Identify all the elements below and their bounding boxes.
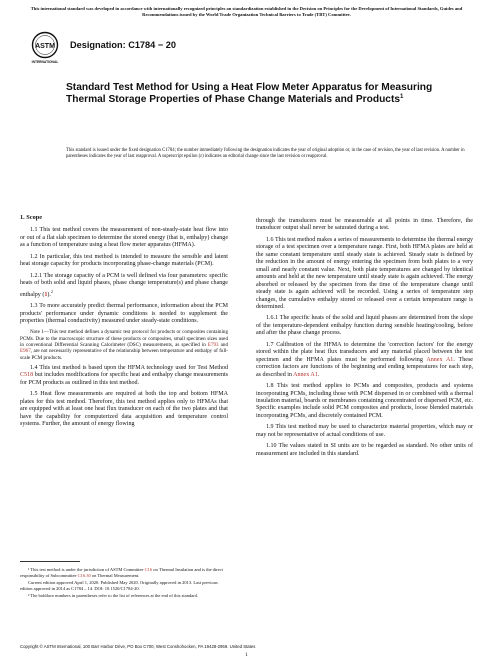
- paragraph-1-4-text-b: but includes modifications for specific heat and enthalpy change measurements for PCM products as outlined in this test method.: [20, 372, 228, 386]
- paragraph-1-4-text-a: 1.4 This test method is based upon the HFMA technology used for Test Method: [30, 364, 228, 371]
- footnote-1-edition: Current edition approved April 1, 2020. Published May 2020. Originally approved in 2013. Last previous edition approved in 2014 as C1784 – 14. DOI: 10.1520/C1784-20.: [20, 580, 218, 591]
- section-heading-scope: 1. Scope: [20, 214, 43, 221]
- paragraph-1-10: 1.10 The values stated in SI units are to be regarded as standard. No other units of measurement are included in this standard.: [256, 443, 473, 457]
- standards-notice: This international standard was developed in accordance with internationally recognized principles on standardization established in the Decision on Principles for the Development of International Standards, Guides and Recommendations issued by the World Trade Organization Technical Barriers to Trade (TBT) Committee.: [30, 6, 463, 17]
- reference-link-c16-30[interactable]: C16.30: [77, 572, 91, 578]
- footnote-1-text-b: on Thermal Insulation and is the direct responsibility of Subcommittee: [20, 567, 223, 578]
- astm-logo: [30, 31, 60, 65]
- footnote-1-text-a: ¹ This test method is under the jurisdiction of ASTM Committee: [28, 567, 145, 572]
- page-number: 1: [245, 652, 248, 658]
- paragraph-1-3: 1.3 To more accurately predict thermal performance, information about the PCM products' performance under dynamic conditions is needed to supplement the properties (thermal conductivity) measured under steady-state conditions.: [20, 303, 228, 324]
- title-text: Standard Test Method for Using a Heat Flow Meter Apparatus for Measuring Thermal Storage Properties of Phase Change Materials and Products: [66, 82, 433, 106]
- paragraph-1-7-text-c: .: [317, 371, 320, 378]
- paragraph-1-7: [256, 342, 473, 379]
- footnote-2: ² The boldface numbers in parentheses refer to the list of references at the end of this standard.: [28, 593, 198, 599]
- reference-link-annex-a1-2[interactable]: Annex A1: [293, 371, 318, 378]
- reference-link-e967[interactable]: E967: [20, 348, 31, 355]
- paragraph-1-1: 1.1 This test method covers the measurement of non-steady-state heat flow into or out of a flat slab specimen to determine the stored energy (that is, enthalpy) change as a function of temperature using a heat flow meter apparatus (HFMA).: [20, 227, 228, 249]
- paragraph-1-2: 1.2 In particular, this test method is intended to measure the sensible and latent heat storage capacity for products incorporating phase-change materials (PCM).: [20, 253, 228, 268]
- paragraph-1-4: [20, 365, 228, 387]
- paragraph-1-5: 1.5 Heat flow measurements are required at both the top and bottom HFMA plates for this test method. Therefore, this test method applies only to HFMAs that are equipped with at least one heat flux transducer on each of the two plates and that have the capability for computerized data acquisition and temperature control systems. Further, the amount of energy flowing: [20, 391, 228, 428]
- paragraph-1-2-1-end: ).: [47, 291, 51, 298]
- footnote-1: [20, 567, 228, 578]
- paragraph-1-8: 1.8 This test method applies to PCMs and composites, products and systems incorporating PCMs, including those with PCM dispersed in or combined with a thermal insulation material, boards or membranes containing concentrated or dispersed PCM, etc. Specific examples include solid PCM composites and products, loose blended materials incorporating PCMs, and discretely contained PCM.: [256, 383, 473, 419]
- reference-link-c518[interactable]: C518: [20, 372, 34, 379]
- paragraph-1-2-1: [20, 273, 228, 299]
- svg-text:INTERNATIONAL: INTERNATIONAL: [31, 60, 59, 64]
- issuance-statement: This standard is issued under the fixed designation C1784; the number immediately following the designation indicates the year of original adoption or, in the case of revision, the year of last revision. A number in parentheses indicates the year of last reapproval. A superscript epsilon (ε) indicates an editorial change since the last revision or reapproval.: [66, 148, 465, 159]
- reference-link-e793[interactable]: E793: [207, 342, 219, 349]
- reference-link-annex-a1[interactable]: Annex A1: [426, 356, 454, 363]
- footnote-divider: [20, 561, 80, 562]
- paragraph-1-7-text-a: 1.7 Calibration of the HFMA to determine the 'correction factors' for the energy stored within the plate heat flux transducers and any material placed between the test specimen and the HFMA plates must be performed following: [256, 341, 473, 363]
- footnote-mark: 2: [50, 288, 53, 294]
- paragraph-1-9: 1.9 This test method may be used to characterize material properties, which may or may not be representative of actual conditions of use.: [256, 424, 473, 438]
- paragraph-1-6-1: 1.6.1 The specific heats of the solid and liquid phases are determined from the slope of the temperature-dependent enthalpy function during sensible heating/cooling, before and after the phase change process.: [256, 315, 473, 337]
- reference-link-c16[interactable]: C16: [144, 567, 153, 572]
- note-1-text-a: Note 1—This test method defines a dynamic test protocol for products or composites containing PCMs. Due to the macroscopic structure of these products or composites, small specimen sizes used in conventional Differential Scanning Calorimeter (DSC) measurements, as specified in: [20, 329, 228, 349]
- document-title: [66, 82, 446, 107]
- paragraph-continued: through the transducers must be measureable at all points in time. Therefore, the transducer output shall never be saturated during a test.: [256, 218, 473, 232]
- copyright-footer: Copyright © ASTM International, 100 Barr Harbor Drive, PO Box C700, West Conshohocken, PA 19428-2959. United States: [20, 644, 256, 649]
- footnote-1-text-c: on Thermal Measurement.: [90, 572, 140, 578]
- title-footnote-mark: 1: [400, 94, 404, 101]
- reference-link[interactable]: 1: [44, 291, 48, 298]
- paragraph-1-7-text-b: . These correction factors are functions of the beginning and ending temperatures for each step, as described in: [256, 356, 473, 378]
- note-1: [20, 329, 228, 360]
- right-column: [256, 218, 473, 462]
- left-column: [20, 214, 228, 433]
- note-1-text-c: , are not necessarily representative of the relationship between temperature and enthalpy of full-scale PCM products.: [20, 348, 228, 361]
- note-1-text-b: and: [218, 342, 228, 349]
- footnotes: [20, 567, 228, 601]
- designation: Designation: C1784 − 20: [70, 40, 176, 50]
- paragraph-1-6: 1.6 This test method makes a series of measurements to determine the thermal energy storage of a test specimen over a temperature range. First, both HFMA plates are held at the same constant temperature until steady state is achieved. Steady state is defined by the reduction in the amount of energy entering the specimen from both plates to a very small and nearly constant value. Next, both plate temperatures are changed by identical amounts and held at the new temperature until steady state is again achieved. The energy absorbed or released by the specimen from the time of the temperature change until steady state is again achieved will be recorded. Using a series of temperature step changes, the cumulative enthalpy stored or released over a certain temperature range is determined.: [256, 236, 473, 310]
- svg-text:ASTM: ASTM: [35, 43, 55, 50]
- paragraph-1-2-1-text: 1.2.1 The storage capacity of a PCM is well defined via four parameters: specific heats of both solid and liquid phases, phase change temperature(s) and phase change enthalpy (: [20, 272, 228, 298]
